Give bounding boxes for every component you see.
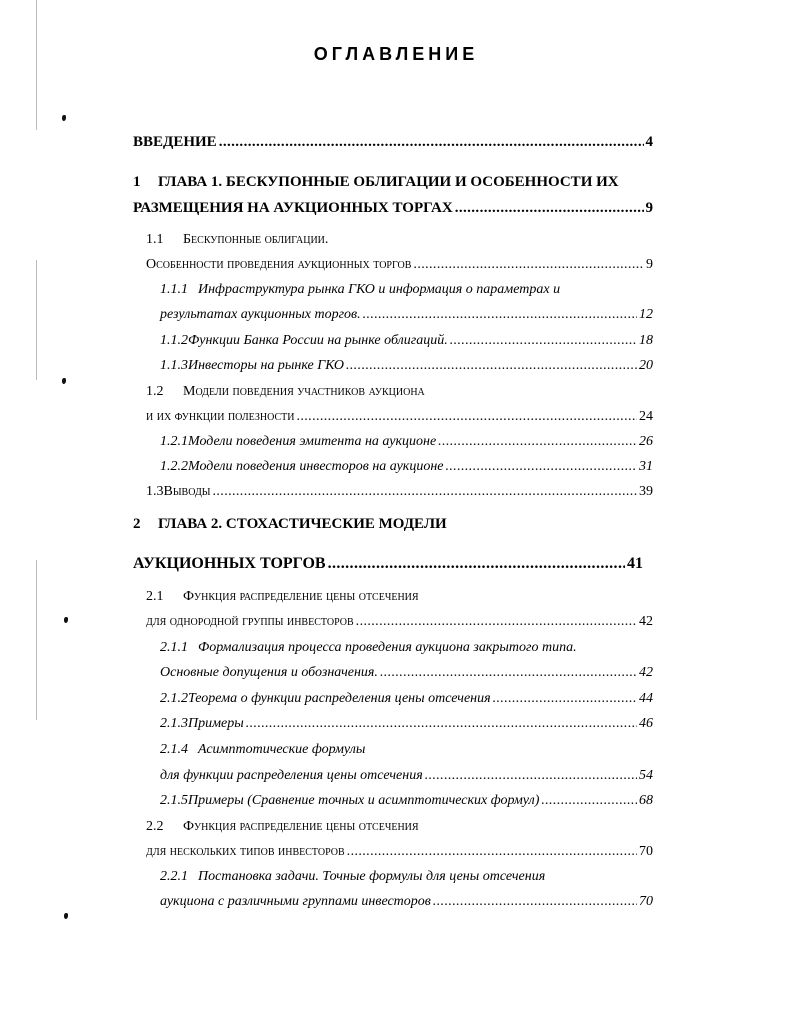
toc-page-number: 39 (639, 484, 653, 499)
toc-entry-text: Инфраструктура рынка ГКО и информация о параметрах и (198, 282, 561, 297)
toc-entry-text: Бескупонные облигации. (183, 232, 329, 247)
toc-page-number: 41 (627, 555, 643, 572)
toc-entry-chapter-1-line1[interactable] (133, 172, 619, 192)
toc-entry-number: 2 (133, 516, 141, 532)
toc-entry-2-1-1-line1[interactable] (160, 638, 577, 658)
leader-dots (446, 457, 638, 477)
toc-entry-1-1-2[interactable] (160, 331, 653, 351)
toc-entry-number: 2.1.5 (160, 793, 188, 808)
toc-entry-text: АУКЦИОННЫХ ТОРГОВ (133, 555, 326, 572)
scan-speck (62, 378, 66, 384)
toc-entry-text: и их функции полезности (146, 409, 295, 424)
toc-entry-number: 1.1.1 (160, 282, 188, 297)
toc-page-number: 70 (639, 844, 653, 859)
toc-entry-text: результатах аукционных торгов. (160, 307, 361, 322)
toc-entry-chapter-2-line1[interactable] (133, 514, 447, 534)
leader-dots (380, 663, 637, 683)
leader-dots (438, 432, 637, 452)
page-title: ОГЛАВЛЕНИЕ (313, 44, 479, 64)
toc-entry-text: Функция распределение цены отсечения (183, 819, 419, 834)
toc-entry-2-1-line2[interactable] (146, 612, 653, 632)
toc-page-number: 44 (639, 691, 653, 706)
leader-dots (363, 305, 637, 325)
toc-entry-1-1-3[interactable] (160, 356, 653, 376)
toc-page-number: 24 (639, 409, 653, 424)
toc-entry-number: 1.1 (146, 232, 164, 247)
toc-page-number: 12 (639, 307, 653, 322)
leader-dots (541, 791, 637, 811)
toc-entry-1-1-1-line1[interactable] (160, 280, 560, 300)
toc-entry-2-2-line2[interactable] (146, 842, 653, 862)
toc-page-number: 26 (639, 434, 653, 449)
leader-dots (213, 482, 638, 502)
toc-page-number: 42 (639, 614, 653, 629)
toc-entry-number: 2.2.1 (160, 869, 188, 884)
toc-page-number: 9 (645, 200, 653, 216)
toc-entry-text: Инвесторы на рынке ГКО (188, 358, 344, 373)
scan-speck (64, 617, 68, 623)
toc-entry-2-1-4-line2[interactable] (160, 766, 653, 786)
toc-page-number: 31 (639, 459, 653, 474)
toc-entry-2-2-1-line2[interactable] (160, 892, 653, 912)
toc-entry-text: Особенности проведения аукционных торгов (146, 257, 412, 272)
toc-entry-text: для однородной группы инвесторов (146, 614, 354, 629)
scan-speck (64, 913, 68, 919)
toc-entry-2-2-1-line1[interactable] (160, 867, 545, 887)
toc-entry-text: Примеры (188, 716, 244, 731)
toc-page-number: 9 (646, 257, 653, 272)
toc-entry-number: 2.1.3 (160, 716, 188, 731)
toc-entry-1-1-line1[interactable] (146, 230, 328, 250)
toc-entry-number: 2.1.4 (160, 742, 188, 757)
scan-margin-line (36, 560, 37, 720)
toc-page-number: 20 (639, 358, 653, 373)
toc-entry-number: 1.2.1 (160, 434, 188, 449)
toc-entry-2-1-2[interactable] (160, 689, 653, 709)
toc-entry-1-2-line1[interactable] (146, 382, 425, 402)
toc-entry-text: РАЗМЕЩЕНИЯ НА АУКЦИОННЫХ ТОРГАХ (133, 200, 453, 216)
toc-entry-2-1-1-line2[interactable] (160, 663, 653, 683)
toc-page-number: 18 (639, 333, 653, 348)
toc-entry-1-2-2[interactable] (160, 457, 653, 477)
toc-page-number: 70 (639, 894, 653, 909)
toc-entry-text: Постановка задачи. Точные формулы для цены отсечения (198, 869, 546, 884)
toc-entry-2-2-line1[interactable] (146, 817, 419, 837)
toc-entry-chapter-2-line2[interactable] (133, 554, 643, 574)
toc-entry-text: Функции Банка России на рынке облигаций. (188, 333, 448, 348)
toc-entry-number: 1 (133, 174, 141, 190)
toc-entry-intro[interactable] (133, 132, 653, 152)
toc-entry-text: Функция распределение цены отсечения (183, 589, 419, 604)
scan-speck (62, 115, 66, 121)
toc-entry-text: Асимптотические формулы (198, 742, 366, 757)
toc-entry-text: для нескольких типов инвесторов (146, 844, 345, 859)
toc-entry-number: 1.3 (146, 484, 164, 499)
toc-entry-chapter-1-line2[interactable] (133, 198, 653, 218)
leader-dots (455, 198, 644, 218)
leader-dots (347, 842, 637, 862)
toc-entry-number: 1.2 (146, 384, 164, 399)
toc-entry-1-1-line2[interactable] (146, 255, 653, 275)
toc-page-number: 4 (645, 134, 653, 150)
leader-dots (425, 766, 637, 786)
toc-entry-number: 2.2 (146, 819, 164, 834)
toc-entry-number: 1.2.2 (160, 459, 188, 474)
toc-entry-number: 2.1 (146, 589, 164, 604)
scan-margin-line (36, 0, 37, 130)
toc-entry-text: Модели поведения участников аукциона (183, 384, 425, 399)
toc-entry-text: Основные допущения и обозначения. (160, 665, 378, 680)
toc-entry-2-1-5[interactable] (160, 791, 653, 811)
toc-entry-text: Формализация процесса проведения аукциона закрытого типа. (198, 640, 577, 655)
leader-dots (219, 132, 644, 152)
toc-page-number: 68 (639, 793, 653, 808)
toc-entry-2-1-4-line1[interactable] (160, 740, 365, 760)
toc-entry-text: ВВЕДЕНИЕ (133, 134, 217, 150)
toc-entry-1-2-1[interactable] (160, 432, 653, 452)
toc-entry-2-1-line1[interactable] (146, 587, 419, 607)
toc-entry-text: Примеры (Сравнение точных и асимптотических формул) (188, 793, 540, 808)
leader-dots (413, 255, 644, 275)
toc-entry-1-3[interactable] (146, 482, 653, 502)
toc-page-number: 46 (639, 716, 653, 731)
toc-entry-text: аукциона с различными группами инвесторов (160, 894, 431, 909)
toc-entry-text: Выводы (163, 484, 211, 499)
leader-dots (346, 356, 637, 376)
scan-margin-line (36, 260, 37, 380)
toc-entry-number: 2.1.1 (160, 640, 188, 655)
toc-page-number: 54 (639, 768, 653, 783)
leader-dots (328, 554, 625, 574)
leader-dots (246, 714, 637, 734)
toc-entry-1-2-line2[interactable] (146, 407, 653, 427)
leader-dots (450, 331, 637, 351)
toc-entry-text: для функции распределения цены отсечения (160, 768, 423, 783)
toc-entry-1-1-1-line2[interactable] (160, 305, 653, 325)
toc-entry-number: 1.1.2 (160, 333, 188, 348)
toc-entry-text: Модели поведения эмитента на аукционе (188, 434, 437, 449)
toc-entry-2-1-3[interactable] (160, 714, 653, 734)
leader-dots (433, 892, 637, 912)
toc-page-number: 42 (639, 665, 653, 680)
leader-dots (356, 612, 637, 632)
toc-entry-number: 1.1.3 (160, 358, 188, 373)
toc-entry-text: ГЛАВА 1. БЕСКУПОННЫЕ ОБЛИГАЦИИ И ОСОБЕННОСТИ ИХ (158, 174, 619, 190)
leader-dots (296, 407, 637, 427)
toc-entry-text: Модели поведения инвесторов на аукционе (188, 459, 444, 474)
leader-dots (493, 689, 637, 709)
toc-entry-number: 2.1.2 (160, 691, 188, 706)
toc-entry-text: ГЛАВА 2. СТОХАСТИЧЕСКИЕ МОДЕЛИ (158, 516, 447, 532)
toc-entry-text: Теорема о функции распределения цены отсечения (188, 691, 491, 706)
